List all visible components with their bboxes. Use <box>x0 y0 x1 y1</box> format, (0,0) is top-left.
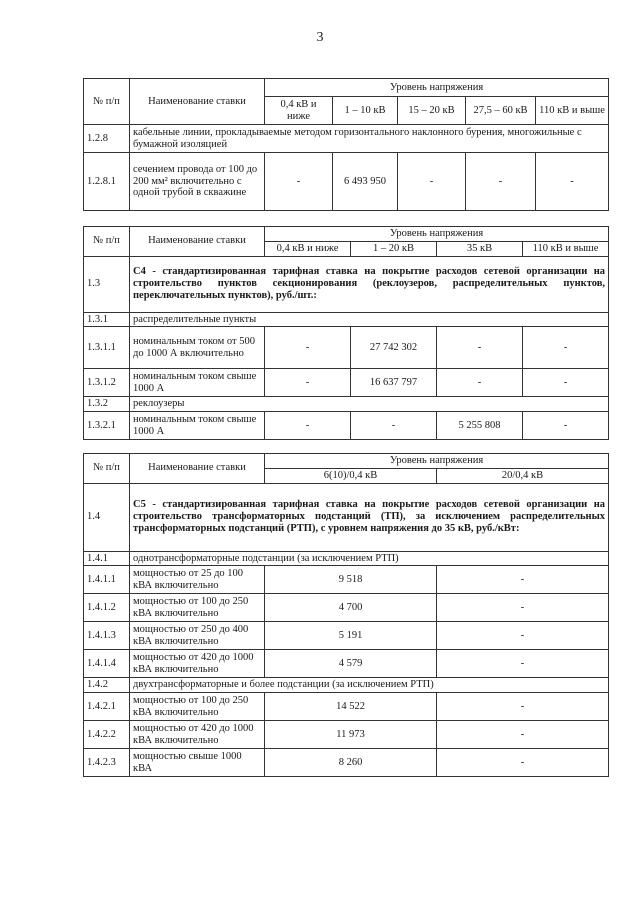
row-text: распределительные пункты <box>130 312 609 327</box>
header-voltage-level: Уровень напряжения <box>265 227 609 242</box>
row-name: мощностью от 25 до 100 кВА включительно <box>130 566 265 594</box>
row-value: - <box>523 412 609 440</box>
row-num: 1.4.2.3 <box>84 749 130 777</box>
row-value: - <box>437 749 609 777</box>
header-level: 0,4 кВ и ниже <box>265 97 333 125</box>
row-text: реклоузеры <box>130 397 609 412</box>
row-text: С5 - стандартизированная тарифная ставка на покрытие расходов сетевой организации на строительство трансформаторных подстанций (ТП), за исключением распределительных трансформаторных подстанций (РТП), с уровнем напряжения до 35 кВ, руб./кВт: <box>130 483 609 551</box>
header-level: 35 кВ <box>437 241 523 256</box>
row-value: - <box>523 369 609 397</box>
row-value: - <box>466 153 536 211</box>
row-value: - <box>265 412 351 440</box>
header-num: № п/п <box>84 454 130 484</box>
header-level: 1 – 10 кВ <box>333 97 398 125</box>
row-num: 1.4.2.2 <box>84 721 130 749</box>
row-value: 4 700 <box>265 594 437 622</box>
row-value: - <box>265 327 351 369</box>
row-num: 1.2.8 <box>84 125 130 153</box>
table-row <box>84 749 609 777</box>
header-name: Наименование ставки <box>130 454 265 484</box>
row-name: сечением провода от 100 до 200 мм² включительно с одной трубой в скважине <box>130 153 265 211</box>
row-value: - <box>437 566 609 594</box>
row-num: 1.2.8.1 <box>84 153 130 211</box>
row-num: 1.3.1 <box>84 312 130 327</box>
row-name: мощностью от 100 до 250 кВА включительно <box>130 693 265 721</box>
row-value: - <box>398 153 466 211</box>
row-value: - <box>437 693 609 721</box>
table-row <box>84 412 609 440</box>
header-name: Наименование ставки <box>130 227 265 257</box>
row-name: мощностью от 250 до 400 кВА включительно <box>130 622 265 650</box>
header-name: Наименование ставки <box>130 79 265 125</box>
table-row <box>84 678 609 693</box>
row-num: 1.4.1 <box>84 551 130 566</box>
row-name: мощностью свыше 1000 кВА <box>130 749 265 777</box>
header-voltage-level: Уровень напряжения <box>265 79 609 97</box>
tariff-table-1 <box>83 78 609 211</box>
row-num: 1.4.2.1 <box>84 693 130 721</box>
row-name: номинальным током свыше 1000 А <box>130 412 265 440</box>
row-num: 1.3 <box>84 256 130 312</box>
header-level: 6(10)/0,4 кВ <box>265 468 437 483</box>
table-row <box>84 125 609 153</box>
table-row <box>84 397 609 412</box>
row-value: 4 579 <box>265 650 437 678</box>
row-num: 1.4.1.4 <box>84 650 130 678</box>
row-name: мощностью от 420 до 1000 кВА включительно <box>130 721 265 749</box>
row-value: - <box>265 369 351 397</box>
table-row <box>84 721 609 749</box>
table-row <box>84 693 609 721</box>
row-value: - <box>437 369 523 397</box>
row-value: - <box>437 594 609 622</box>
row-value: - <box>351 412 437 440</box>
row-num: 1.4 <box>84 483 130 551</box>
row-text: однотрансформаторные подстанции (за исключением РТП) <box>130 551 609 566</box>
row-value: - <box>437 622 609 650</box>
table-row <box>84 327 609 369</box>
header-level: 20/0,4 кВ <box>437 468 609 483</box>
table-row <box>84 483 609 551</box>
row-num: 1.4.1.3 <box>84 622 130 650</box>
row-value: - <box>437 721 609 749</box>
header-level: 110 кВ и выше <box>536 97 609 125</box>
table-row <box>84 650 609 678</box>
table-row <box>84 369 609 397</box>
header-level: 1 – 20 кВ <box>351 241 437 256</box>
row-num: 1.4.2 <box>84 678 130 693</box>
row-num: 1.4.1.2 <box>84 594 130 622</box>
row-num: 1.3.2 <box>84 397 130 412</box>
row-value: 9 518 <box>265 566 437 594</box>
header-num: № п/п <box>84 227 130 257</box>
row-value: 16 637 797 <box>351 369 437 397</box>
table-row <box>84 312 609 327</box>
row-text: кабельные линии, прокладываемые методом горизонтального наклонного бурения, многожильные с бумажной изоляцией <box>130 125 609 153</box>
row-num: 1.4.1.1 <box>84 566 130 594</box>
row-value: 14 522 <box>265 693 437 721</box>
row-value: 5 191 <box>265 622 437 650</box>
row-value: 11 973 <box>265 721 437 749</box>
row-value: - <box>437 650 609 678</box>
row-name: мощностью от 100 до 250 кВА включительно <box>130 594 265 622</box>
table-row <box>84 594 609 622</box>
table-row <box>84 256 609 312</box>
row-value: - <box>523 327 609 369</box>
tariff-table-2 <box>83 226 609 440</box>
table-row <box>84 622 609 650</box>
row-num: 1.3.1.1 <box>84 327 130 369</box>
header-level: 15 – 20 кВ <box>398 97 466 125</box>
row-value: 5 255 808 <box>437 412 523 440</box>
header-num: № п/п <box>84 79 130 125</box>
row-text: С4 - стандартизированная тарифная ставка на покрытие расходов сетевой организации на строительство пунктов секционирования (реклоузеров, распределительных пунктов, переключательных пунктов), руб./шт.: <box>130 256 609 312</box>
row-value: - <box>437 327 523 369</box>
table-row <box>84 153 609 211</box>
header-voltage-level: Уровень напряжения <box>265 454 609 469</box>
row-name: номинальным током от 500 до 1000 А включительно <box>130 327 265 369</box>
tariff-table-3 <box>83 453 609 777</box>
row-value: 8 260 <box>265 749 437 777</box>
row-name: номинальным током свыше 1000 А <box>130 369 265 397</box>
row-name: мощностью от 420 до 1000 кВА включительно <box>130 650 265 678</box>
row-value: 6 493 950 <box>333 153 398 211</box>
header-level: 0,4 кВ и ниже <box>265 241 351 256</box>
table-row <box>84 566 609 594</box>
row-num: 1.3.2.1 <box>84 412 130 440</box>
table-row <box>84 551 609 566</box>
row-value: 27 742 302 <box>351 327 437 369</box>
row-value: - <box>536 153 609 211</box>
header-level: 27,5 – 60 кВ <box>466 97 536 125</box>
header-level: 110 кВ и выше <box>523 241 609 256</box>
row-text: двухтрансформаторные и более подстанции (за исключением РТП) <box>130 678 609 693</box>
row-value: - <box>265 153 333 211</box>
page-number: 3 <box>316 30 324 45</box>
row-num: 1.3.1.2 <box>84 369 130 397</box>
